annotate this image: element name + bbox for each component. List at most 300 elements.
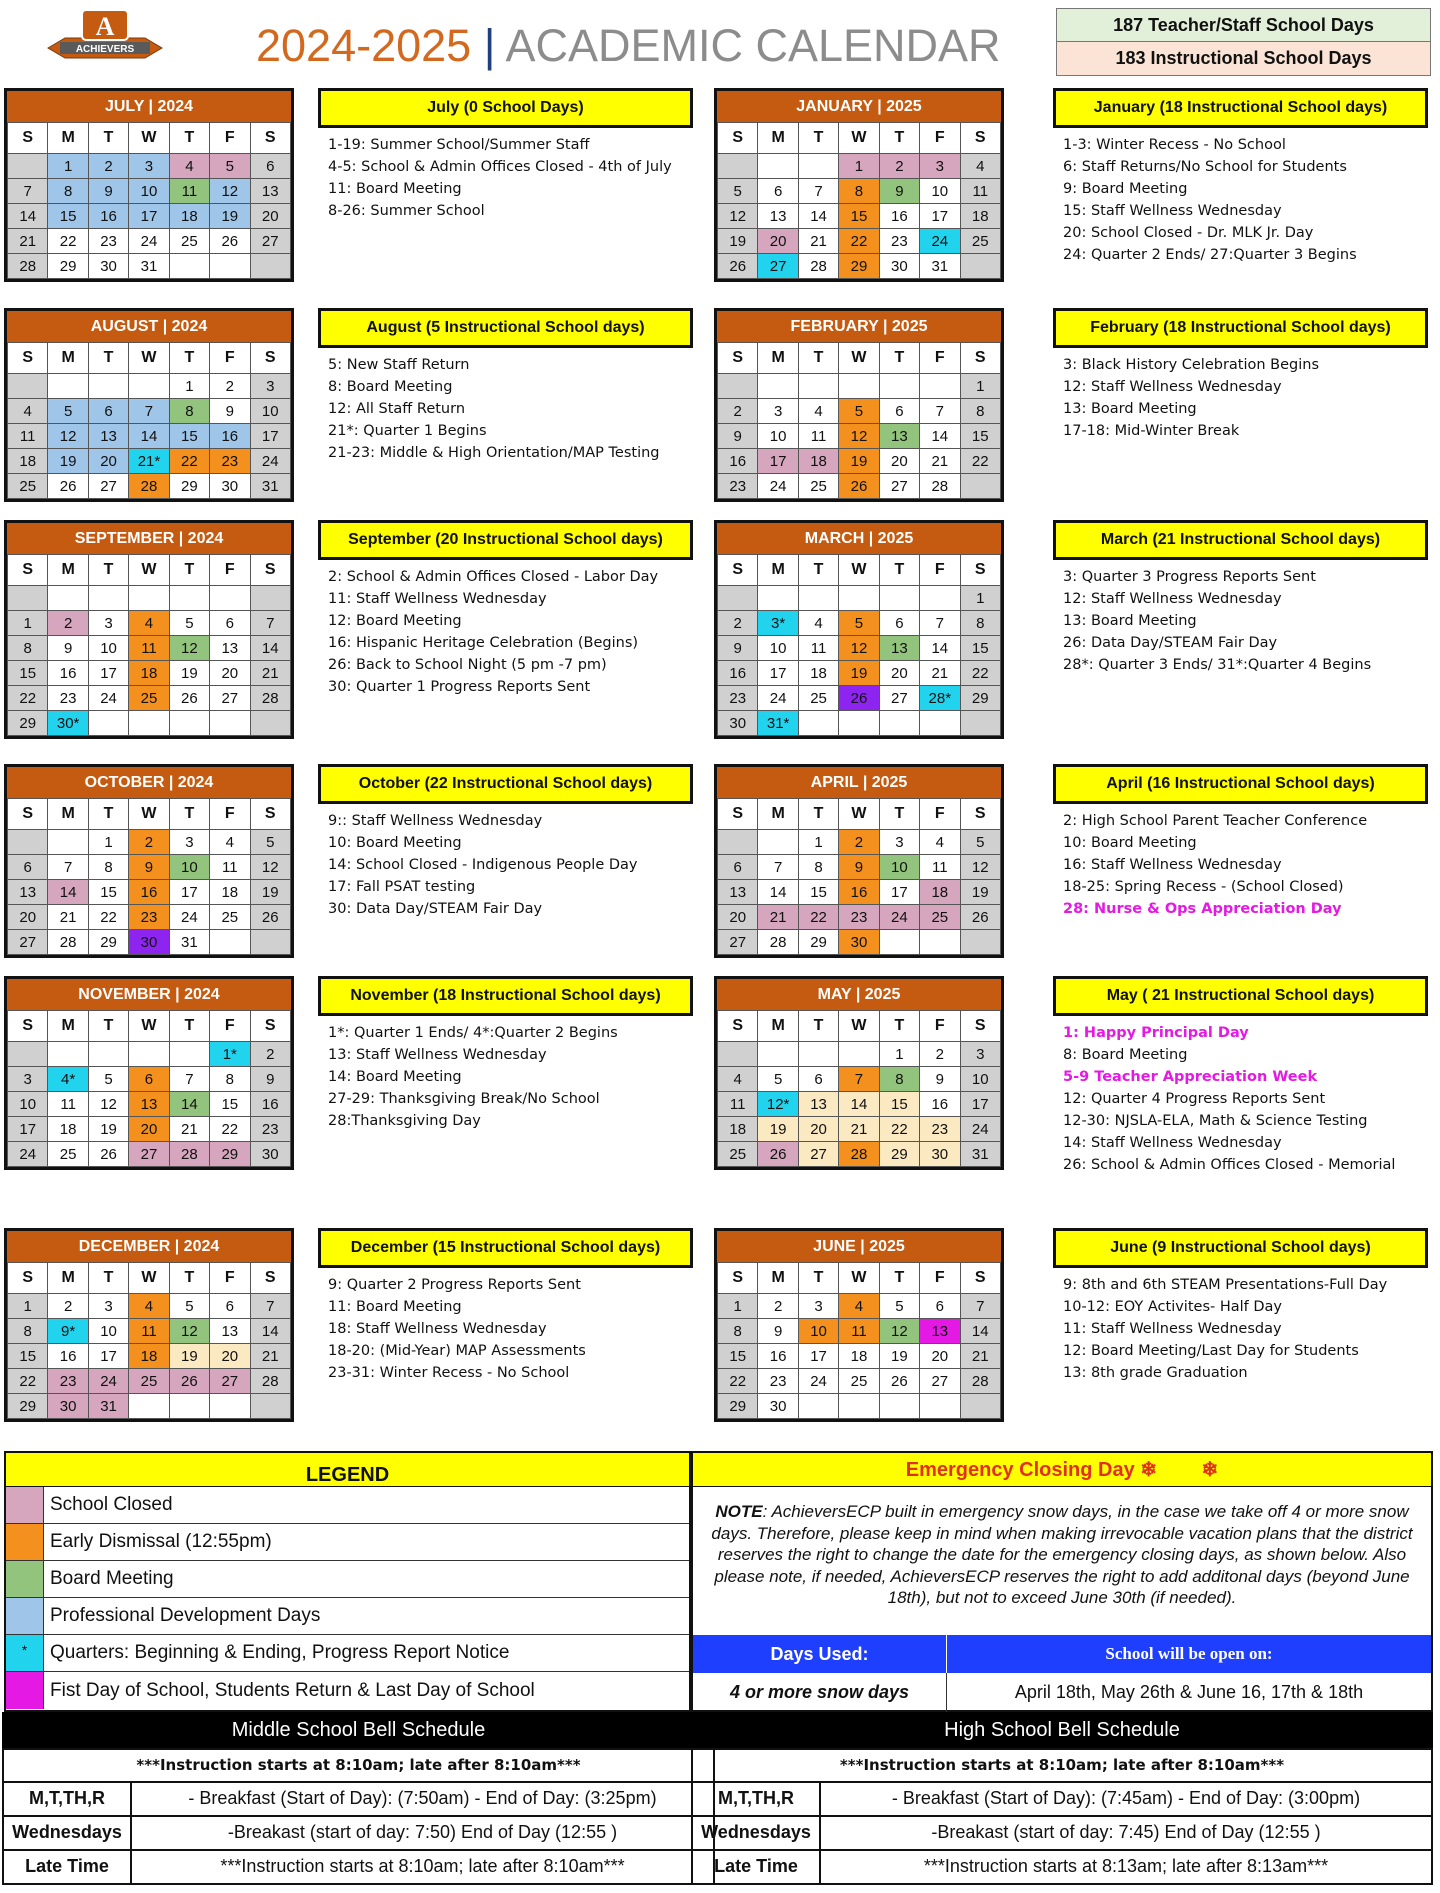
weekday-label: S xyxy=(960,799,1000,830)
day-cell: 12 xyxy=(169,636,209,661)
weekday-label: S xyxy=(250,799,290,830)
month-grid xyxy=(7,798,291,955)
day-cell: 23 xyxy=(88,229,128,254)
week-row xyxy=(718,1142,1001,1167)
week-row xyxy=(718,830,1001,855)
day-cell: 13 xyxy=(88,424,128,449)
board-swatch xyxy=(6,1561,44,1597)
instructional-days: 183 Instructional School Days xyxy=(1057,42,1430,75)
day-cell: 11 xyxy=(210,855,250,880)
day-cell xyxy=(8,586,48,611)
day-cell xyxy=(758,830,798,855)
event-item: 12: Staff Wellness Wednesday xyxy=(1063,591,1282,607)
event-item: 26: School & Admin Offices Closed - Memorial xyxy=(1063,1157,1396,1173)
day-cell: 29 xyxy=(88,930,128,955)
month-events-title: December (15 Instructional School days) xyxy=(318,1228,693,1268)
event-item: 18: Staff Wellness Wednesday xyxy=(328,1321,547,1337)
day-cell: 3 xyxy=(129,154,169,179)
weekday-label: T xyxy=(879,1263,919,1294)
day-cell: 2 xyxy=(718,611,758,636)
day-cell xyxy=(8,154,48,179)
day-cell: 1 xyxy=(839,154,879,179)
day-cell: 22 xyxy=(88,905,128,930)
event-item: 9: Board Meeting xyxy=(1063,181,1188,197)
day-cell: 12 xyxy=(210,179,250,204)
svg-text:ACHIEVERS: ACHIEVERS xyxy=(75,44,135,55)
week-row xyxy=(8,661,291,686)
week-row xyxy=(718,905,1001,930)
day-cell: 5 xyxy=(169,1294,209,1319)
bell-key: Late Time xyxy=(693,1851,821,1883)
bell-value: - Breakfast (Start of Day): (7:45am) - End of Day: (3:00pm) xyxy=(891,1788,1361,1808)
day-cell: 9 xyxy=(210,399,250,424)
weekday-label: S xyxy=(718,555,758,586)
day-cell: 30* xyxy=(48,711,88,736)
day-cell: 17 xyxy=(88,661,128,686)
day-cell: 25 xyxy=(798,474,838,499)
day-cell: 29 xyxy=(839,254,879,279)
day-cell: 20 xyxy=(210,661,250,686)
weekday-label: S xyxy=(718,123,758,154)
day-cell: 29 xyxy=(879,1142,919,1167)
day-cell: 27 xyxy=(8,930,48,955)
day-cell: 30 xyxy=(48,1394,88,1419)
day-cell: 8 xyxy=(48,179,88,204)
event-item: 27-29: Thanksgiving Break/No School xyxy=(328,1091,600,1107)
bell-subtitle: ***Instruction starts at 8:10am; late after 8:10am*** xyxy=(691,1748,1433,1783)
month-calendar xyxy=(4,1228,294,1422)
bell-row xyxy=(691,1817,1433,1851)
quarter-swatch: * xyxy=(6,1635,44,1671)
weekday-label: S xyxy=(960,123,1000,154)
high-school-bell xyxy=(691,1712,1433,1885)
day-cell: 16 xyxy=(718,449,758,474)
day-cell: 15 xyxy=(798,880,838,905)
day-cell: 28 xyxy=(250,686,290,711)
day-cell: 2 xyxy=(210,374,250,399)
month-calendar xyxy=(714,88,1004,282)
day-cell: 25 xyxy=(210,905,250,930)
day-cell: 20 xyxy=(758,229,798,254)
day-cell: 2 xyxy=(129,830,169,855)
day-cell xyxy=(169,1042,209,1067)
week-row xyxy=(718,1369,1001,1394)
event-item: 30: Quarter 1 Progress Reports Sent xyxy=(328,679,591,695)
day-cell: 5 xyxy=(48,399,88,424)
week-row xyxy=(8,1294,291,1319)
month-title: OCTOBER | 2024 xyxy=(7,767,291,798)
day-cell xyxy=(169,254,209,279)
weekday-label: T xyxy=(169,1011,209,1042)
day-cell: 27 xyxy=(129,1142,169,1167)
days-used-value: 4 or more snow days xyxy=(693,1673,947,1712)
event-list xyxy=(318,1268,693,1384)
weekday-row xyxy=(8,1263,291,1294)
day-cell: 18 xyxy=(920,880,960,905)
legend-label: School Closed xyxy=(50,1494,173,1515)
week-row xyxy=(718,374,1001,399)
day-cell: 10 xyxy=(250,399,290,424)
day-cell xyxy=(88,711,128,736)
day-cell: 9 xyxy=(718,424,758,449)
day-cell: 18 xyxy=(839,1344,879,1369)
month-grid xyxy=(717,342,1001,499)
day-cell: 24 xyxy=(88,1369,128,1394)
day-cell: 22 xyxy=(960,661,1000,686)
day-cell: 27 xyxy=(798,1142,838,1167)
day-cell: 12 xyxy=(839,636,879,661)
month-events xyxy=(318,1228,693,1384)
day-cell: 11 xyxy=(839,1319,879,1344)
bell-key: M,T,TH,R xyxy=(4,1783,132,1815)
day-cell: 17 xyxy=(8,1117,48,1142)
day-cell: 30 xyxy=(210,474,250,499)
day-cell: 6 xyxy=(250,154,290,179)
day-cell: 9 xyxy=(879,179,919,204)
day-cell: 25 xyxy=(169,229,209,254)
weekday-label: M xyxy=(48,343,88,374)
day-cell: 5 xyxy=(839,399,879,424)
event-item: 11: Board Meeting xyxy=(328,1299,462,1315)
event-item: 10: Board Meeting xyxy=(1063,835,1197,851)
day-cell xyxy=(879,1394,919,1419)
weekday-label: W xyxy=(839,123,879,154)
day-cell xyxy=(129,586,169,611)
weekday-row xyxy=(8,343,291,374)
day-cell: 17 xyxy=(798,1344,838,1369)
day-cell xyxy=(718,586,758,611)
weekday-label: T xyxy=(879,799,919,830)
day-cell: 23 xyxy=(48,686,88,711)
weekday-label: S xyxy=(8,1011,48,1042)
event-list xyxy=(1053,804,1428,920)
day-cell: 12* xyxy=(758,1092,798,1117)
day-cell: 7 xyxy=(129,399,169,424)
bell-key: Wednesdays xyxy=(4,1817,132,1849)
day-cell: 14 xyxy=(250,636,290,661)
day-cell: 1 xyxy=(169,374,209,399)
event-item: 8: Board Meeting xyxy=(1063,1047,1188,1063)
week-row xyxy=(718,474,1001,499)
week-row xyxy=(8,179,291,204)
day-cell: 6 xyxy=(718,855,758,880)
day-cell: 29 xyxy=(718,1394,758,1419)
month-events xyxy=(1053,764,1428,920)
week-row xyxy=(718,1117,1001,1142)
day-cell: 20 xyxy=(129,1117,169,1142)
day-cell: 25 xyxy=(129,1369,169,1394)
day-cell: 9 xyxy=(88,179,128,204)
day-cell: 12 xyxy=(839,424,879,449)
bell-key: Late Time xyxy=(4,1851,132,1883)
day-cell: 3 xyxy=(250,374,290,399)
day-cell: 17 xyxy=(960,1092,1000,1117)
event-item: 12: Staff Wellness Wednesday xyxy=(1063,379,1282,395)
week-row xyxy=(8,905,291,930)
day-cell: 24 xyxy=(798,1369,838,1394)
day-cell: 3* xyxy=(758,611,798,636)
day-cell: 24 xyxy=(88,686,128,711)
day-cell: 27 xyxy=(920,1369,960,1394)
event-list xyxy=(318,348,693,464)
day-cell: 31 xyxy=(920,254,960,279)
day-cell: 5 xyxy=(960,830,1000,855)
event-item: 17: Fall PSAT testing xyxy=(328,879,476,895)
day-cell: 22 xyxy=(960,449,1000,474)
day-cell: 1 xyxy=(48,154,88,179)
week-row xyxy=(718,204,1001,229)
day-cell: 1 xyxy=(8,1294,48,1319)
day-cell: 12 xyxy=(879,1319,919,1344)
day-cell xyxy=(169,1394,209,1419)
month-events-title: November (18 Instructional School days) xyxy=(318,976,693,1016)
day-cell: 2 xyxy=(718,399,758,424)
day-cell: 17 xyxy=(169,880,209,905)
weekday-label: T xyxy=(169,123,209,154)
day-cell: 3 xyxy=(920,154,960,179)
event-item: 15: Staff Wellness Wednesday xyxy=(1063,203,1282,219)
day-cell: 5 xyxy=(88,1067,128,1092)
weekday-label: T xyxy=(798,123,838,154)
month-title: APRIL | 2025 xyxy=(717,767,1001,798)
month-grid xyxy=(7,1010,291,1167)
early-swatch xyxy=(6,1524,44,1560)
day-cell: 16 xyxy=(88,204,128,229)
week-row xyxy=(8,254,291,279)
day-cell: 23 xyxy=(718,686,758,711)
day-cell: 5 xyxy=(879,1294,919,1319)
day-cell: 11 xyxy=(920,855,960,880)
week-row xyxy=(718,449,1001,474)
day-cell: 30 xyxy=(718,711,758,736)
title-separator: | xyxy=(483,20,496,71)
day-cell: 19 xyxy=(839,661,879,686)
week-row xyxy=(8,880,291,905)
day-cell: 15 xyxy=(8,1344,48,1369)
note-text: : AchieversECP built in emergency snow days, in the case we take off 4 or more snow days. Therefore, please keep in mind when making irrevocable vacation plans that the district reserves the right to change the date for the emergency closing days, as shown below. Also please note, if needed, AchieversECP reserves the right to add additonal days (beyond June 18th), but not to exceed June 30th (if needed). xyxy=(711,1502,1413,1607)
day-cell xyxy=(718,154,758,179)
day-cell: 8 xyxy=(960,611,1000,636)
day-cell: 28 xyxy=(920,474,960,499)
day-cell: 1 xyxy=(88,830,128,855)
day-cell: 22 xyxy=(8,1369,48,1394)
day-cell: 17 xyxy=(879,880,919,905)
day-cell: 6 xyxy=(879,399,919,424)
legend-title: LEGEND xyxy=(6,1453,689,1487)
day-cell: 31 xyxy=(129,254,169,279)
bell-subtitle: ***Instruction starts at 8:10am; late after 8:10am*** xyxy=(2,1748,715,1783)
day-cell: 9 xyxy=(48,636,88,661)
day-cell: 18 xyxy=(210,880,250,905)
day-cell: 9 xyxy=(920,1067,960,1092)
bell-value: ***Instruction starts at 8:13am; late after 8:13am*** xyxy=(923,1856,1329,1876)
event-item: 8-26: Summer School xyxy=(328,203,485,219)
weekday-label: F xyxy=(920,1011,960,1042)
day-cell xyxy=(88,1042,128,1067)
day-cell: 19 xyxy=(718,229,758,254)
day-cell: 13 xyxy=(920,1319,960,1344)
day-cell: 16 xyxy=(718,661,758,686)
week-row xyxy=(8,449,291,474)
day-cell: 19 xyxy=(48,449,88,474)
day-cell: 11 xyxy=(718,1092,758,1117)
event-item: 18-25: Spring Recess - (School Closed) xyxy=(1063,879,1344,895)
day-cell: 25 xyxy=(8,474,48,499)
event-item: 9:: Staff Wellness Wednesday xyxy=(328,813,543,829)
day-cell: 8 xyxy=(718,1319,758,1344)
day-cell: 3 xyxy=(169,830,209,855)
weekday-label: S xyxy=(718,1011,758,1042)
day-cell: 20 xyxy=(920,1344,960,1369)
day-cell: 26 xyxy=(718,254,758,279)
week-row xyxy=(718,399,1001,424)
day-cell xyxy=(879,586,919,611)
day-cell: 8 xyxy=(169,399,209,424)
day-cell: 3 xyxy=(879,830,919,855)
day-cell: 26 xyxy=(960,905,1000,930)
day-cell xyxy=(960,254,1000,279)
day-cell: 4 xyxy=(920,830,960,855)
day-cell: 16 xyxy=(758,1344,798,1369)
week-row xyxy=(718,586,1001,611)
day-cell: 7 xyxy=(758,855,798,880)
weekday-label: W xyxy=(129,555,169,586)
day-cell: 27 xyxy=(250,229,290,254)
day-cell xyxy=(88,586,128,611)
day-cell xyxy=(718,830,758,855)
weekday-row xyxy=(8,799,291,830)
weekday-label: S xyxy=(718,343,758,374)
day-cell xyxy=(758,374,798,399)
month-events-title: January (18 Instructional School days) xyxy=(1053,88,1428,128)
legend-label: Fist Day of School, Students Return & Last Day of School xyxy=(50,1679,535,1701)
week-row xyxy=(8,1042,291,1067)
weekday-label: S xyxy=(250,343,290,374)
day-cell: 21 xyxy=(250,1344,290,1369)
day-cell: 13 xyxy=(798,1092,838,1117)
day-cell: 8 xyxy=(210,1067,250,1092)
day-cell: 21 xyxy=(920,661,960,686)
weekday-label: M xyxy=(48,555,88,586)
day-cell: 24 xyxy=(960,1117,1000,1142)
day-cell: 6 xyxy=(879,611,919,636)
day-cell: 4 xyxy=(798,399,838,424)
weekday-label: T xyxy=(879,1011,919,1042)
day-cell: 31 xyxy=(169,930,209,955)
legend-row xyxy=(6,1672,689,1709)
day-cell: 6 xyxy=(920,1294,960,1319)
day-cell: 4 xyxy=(8,399,48,424)
day-cell: 27 xyxy=(758,254,798,279)
day-cell: 3 xyxy=(960,1042,1000,1067)
day-cell xyxy=(8,374,48,399)
week-row xyxy=(8,1117,291,1142)
weekday-label: M xyxy=(48,1011,88,1042)
day-cell: 12 xyxy=(250,855,290,880)
month-calendar xyxy=(4,764,294,958)
weekday-label: T xyxy=(879,123,919,154)
day-cell: 11 xyxy=(129,636,169,661)
day-cell: 19 xyxy=(169,661,209,686)
weekday-label: M xyxy=(758,343,798,374)
day-cell: 10 xyxy=(960,1067,1000,1092)
day-cell: 6 xyxy=(758,179,798,204)
day-cell: 26 xyxy=(169,1369,209,1394)
event-item: 16: Staff Wellness Wednesday xyxy=(1063,857,1282,873)
month-events-title: May ( 21 Instructional School days) xyxy=(1053,976,1428,1016)
weekday-label: W xyxy=(129,799,169,830)
snowflake-icon: ❄ xyxy=(1201,1459,1219,1481)
day-cell: 7 xyxy=(8,179,48,204)
day-cell: 26 xyxy=(839,686,879,711)
weekday-label: F xyxy=(210,343,250,374)
first-day-swatch xyxy=(6,1672,44,1709)
weekday-label: S xyxy=(250,555,290,586)
event-list xyxy=(1053,560,1428,676)
legend-label: Quarters: Beginning & Ending, Progress Report Notice xyxy=(50,1642,510,1663)
week-row xyxy=(8,711,291,736)
month-events xyxy=(318,308,693,464)
day-cell: 14 xyxy=(798,204,838,229)
day-cell: 21 xyxy=(798,229,838,254)
weekday-label: S xyxy=(960,555,1000,586)
day-cell: 20 xyxy=(88,449,128,474)
week-row xyxy=(8,424,291,449)
day-cell: 12 xyxy=(169,1319,209,1344)
month-events xyxy=(318,88,693,222)
weekday-label: S xyxy=(8,343,48,374)
day-cell xyxy=(210,930,250,955)
day-cell: 19 xyxy=(88,1117,128,1142)
week-row xyxy=(8,374,291,399)
day-cell: 5 xyxy=(718,179,758,204)
achievers-logo xyxy=(40,8,170,68)
weekday-label: S xyxy=(8,799,48,830)
day-cell xyxy=(839,374,879,399)
day-cell: 21 xyxy=(250,661,290,686)
bell-row xyxy=(2,1783,715,1817)
day-cell: 16 xyxy=(210,424,250,449)
weekday-label: W xyxy=(839,343,879,374)
day-cell xyxy=(798,586,838,611)
day-cell: 25 xyxy=(839,1369,879,1394)
day-cell xyxy=(250,586,290,611)
event-item: 12: Quarter 4 Progress Reports Sent xyxy=(1063,1091,1326,1107)
weekday-label: S xyxy=(960,343,1000,374)
day-cell: 1 xyxy=(960,586,1000,611)
month-title: FEBRUARY | 2025 xyxy=(717,311,1001,342)
day-cell: 25 xyxy=(798,686,838,711)
event-item: 17-18: Mid-Winter Break xyxy=(1063,423,1240,439)
day-cell: 27 xyxy=(718,930,758,955)
weekday-label: W xyxy=(129,123,169,154)
month-title: AUGUST | 2024 xyxy=(7,311,291,342)
weekday-row xyxy=(8,123,291,154)
weekday-row xyxy=(718,343,1001,374)
day-cell xyxy=(129,374,169,399)
day-cell: 24 xyxy=(758,474,798,499)
weekday-label: T xyxy=(879,343,919,374)
day-cell: 19 xyxy=(758,1117,798,1142)
day-cell: 6 xyxy=(798,1067,838,1092)
day-cell xyxy=(48,1042,88,1067)
month-calendar xyxy=(714,764,1004,958)
weekday-label: M xyxy=(48,799,88,830)
day-cell xyxy=(48,374,88,399)
day-cell: 16 xyxy=(920,1092,960,1117)
day-cell: 1 xyxy=(8,611,48,636)
day-cell: 14 xyxy=(920,424,960,449)
